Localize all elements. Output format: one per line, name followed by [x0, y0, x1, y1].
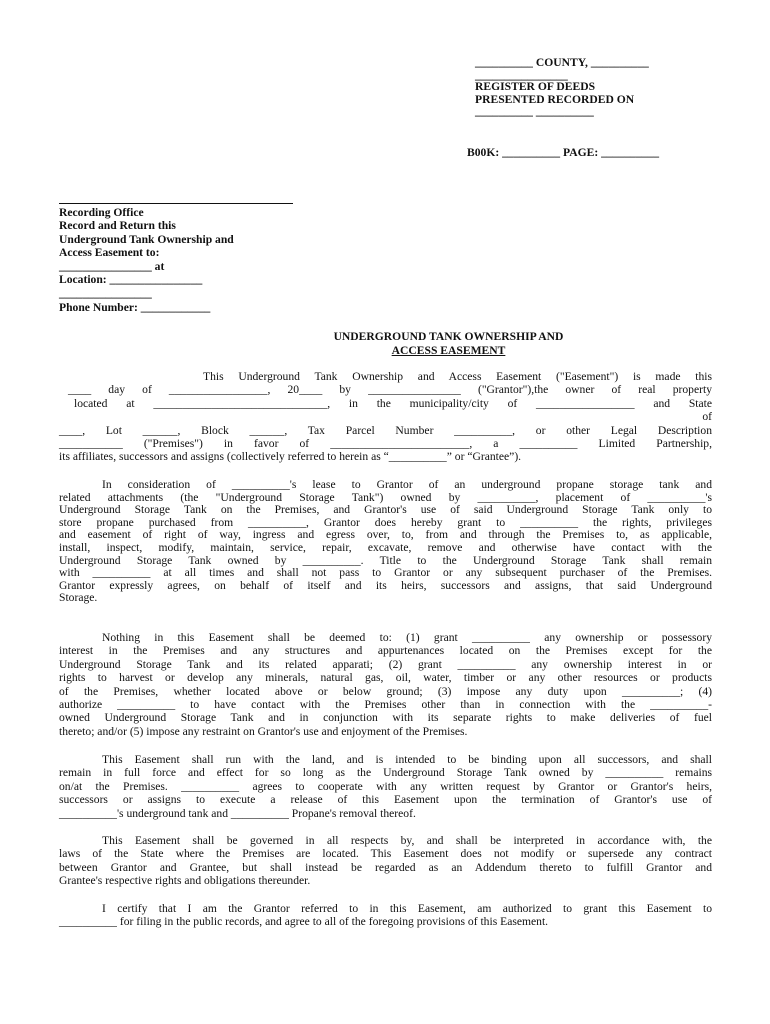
para1-line-1: In consideration of __________'s lease to Grantor of an underground propane storage tank and: [102, 478, 712, 491]
para1-line-10: Storage.: [59, 591, 98, 605]
recording-office: Recording Office: [59, 206, 144, 219]
para3-line-2: remain in full force and effect for so long as the Underground Storage Tank owned by __________ remains: [59, 766, 712, 780]
para1-line-5: and easement of right of way, ingress and egress over, to, from and through the Premises to, as applicable,: [59, 528, 712, 542]
para1-line-6: install, inspect, modify, maintain, service, repair, excavate, remove and otherwise have contact with the: [59, 540, 712, 554]
para1-line-3: Underground Storage Tank on the Premises, and Grantor's use of said Underground Storage Tank only to: [59, 503, 712, 517]
intro-line-6: ___________ ("Premises") in favor of ________________________, a __________ Limited Partnership,: [59, 437, 712, 451]
para2-line-2: interest in the Premises and any structures and appurtenances located on the Premises except for the: [59, 644, 712, 658]
title-line-1: UNDERGROUND TANK OWNERSHIP AND: [333, 330, 564, 343]
para5-line-2: __________ for filing in the public records, and agree to all of the foregoing provisions of this Easement.: [59, 915, 549, 929]
para2-line-5: of the Premises, whether located above or below ground; (3) impose any duty upon __________; (4): [59, 684, 712, 698]
para3-line-1: This Easement shall run with the land, and is intended to be binding upon all successors, and shall: [102, 753, 712, 766]
governing-law-paragraph: [59, 834, 712, 888]
para2-line-3: Underground Storage Tank and its related apparati; (2) grant __________ any ownership interest in or: [59, 657, 712, 671]
certification-paragraph: [59, 902, 712, 929]
para2-line-7: owned Underground Storage Tank and in conjunction with its separate rights to make deliveries of fuel: [59, 711, 712, 725]
para3-line-4: successors or assigns to execute a release of this Easement upon the termination of Grantor's use of: [59, 793, 712, 807]
para3-line-5: __________'s underground tank and __________ Propane's removal thereof.: [59, 806, 416, 820]
para4-line-3: between Grantor and Grantee, but shall instead be regarded as an Addendum thereto to fulfill Grantor and: [59, 860, 712, 874]
nothing-deemed-paragraph: [59, 631, 712, 738]
recording-header: [475, 56, 735, 118]
intro-line-4: of: [702, 410, 712, 424]
intro-line-3: located at ______________________________, in the municipality/city of _________________ and State: [74, 396, 712, 410]
para1-line-4: store propane purchased from __________, Grantor does hereby grant to __________ the rights, privileges: [59, 515, 712, 529]
register-of-deeds: REGISTER OF DEEDS: [475, 79, 596, 93]
para1-line-7: Underground Storage Tank owned by __________. Title to the Underground Storage Tank shall remain: [59, 553, 712, 567]
return-name-blank: ________________ at: [59, 259, 165, 273]
consideration-paragraph: [59, 479, 712, 605]
access-easement-to: Access Easement to:: [59, 246, 160, 260]
para1-line-2: related attachments (the "Underground Storage Tank") owned by __________, placement of __________'s: [59, 490, 712, 504]
blank-line: ________________: [59, 287, 152, 301]
intro-paragraph: [59, 370, 712, 464]
county-line: __________ COUNTY, __________: [475, 56, 649, 69]
para1-line-9: Grantor expressly agrees, on behalf of itself and its heirs, successors and assigns, that said Underground: [59, 578, 712, 592]
intro-line-5: ____, Lot ______, Block ______, Tax Parcel Number __________, or other Legal Description: [59, 423, 712, 437]
document-title: [0, 330, 770, 358]
para2-line-8: thereto; and/or (5) impose any restraint on Grantor's use and enjoyment of the Premises.: [59, 724, 468, 738]
para1-line-8: with __________ at all times and shall not pass to Grantor or any subsequent purchaser of the Premises.: [59, 566, 712, 580]
record-and-return: Record and Return this: [59, 219, 176, 233]
para5-line-1: I certify that I am the Grantor referred to in this Easement, am authorized to grant this Easement to: [102, 902, 712, 915]
intro-line-7: its affiliates, successors and assigns (collectively referred to herein as “__________” or “Grantee”).: [59, 450, 522, 464]
intro-line-1: This Underground Tank Ownership and Access Easement ("Easement") is made this: [203, 370, 712, 383]
register-blank: ________________: [475, 69, 568, 83]
para2-line-1: Nothing in this Easement shall be deemed to: (1) grant __________ any ownership or possessory: [102, 631, 712, 644]
presented-recorded-on: PRESENTED RECORDED ON: [475, 93, 635, 107]
para3-line-3: on/at the Premises. __________ agrees to cooperate with any written request by Grantor or Grantor's heirs,: [59, 779, 712, 793]
para2-line-6: authorize __________ to have contact with the Premises other than in connection with the __________-: [59, 698, 712, 712]
easement-name: Underground Tank Ownership and: [59, 232, 234, 246]
para4-line-2: laws of the State where the Premises are located. This Easement does not modify or supersede any contract: [59, 847, 712, 861]
intro-line-2: ____ day of _________________, 20____ by ________________ ("Grantor"),the owner of real property: [68, 383, 712, 397]
para2-line-4: rights to harvest or develop any minerals, natural gas, oil, water, timber or any other resources or products: [59, 671, 712, 685]
location-line: Location: ________________: [59, 273, 203, 287]
para4-line-1: This Easement shall be governed in all respects by, and shall be interpreted in accordance with, the: [102, 834, 712, 847]
run-with-land-paragraph: [59, 753, 712, 820]
return-to-block: [59, 206, 359, 314]
divider-line: [59, 203, 293, 204]
para4-line-4: Grantee's respective rights and obligations thereunder.: [59, 874, 311, 888]
title-line-2: ACCESS EASEMENT: [391, 344, 506, 357]
recorded-date-blank: __________ __________: [475, 104, 594, 118]
book-page-line: B00K: __________ PAGE: __________: [467, 146, 660, 159]
phone-number-line: Phone Number: ____________: [59, 300, 211, 314]
